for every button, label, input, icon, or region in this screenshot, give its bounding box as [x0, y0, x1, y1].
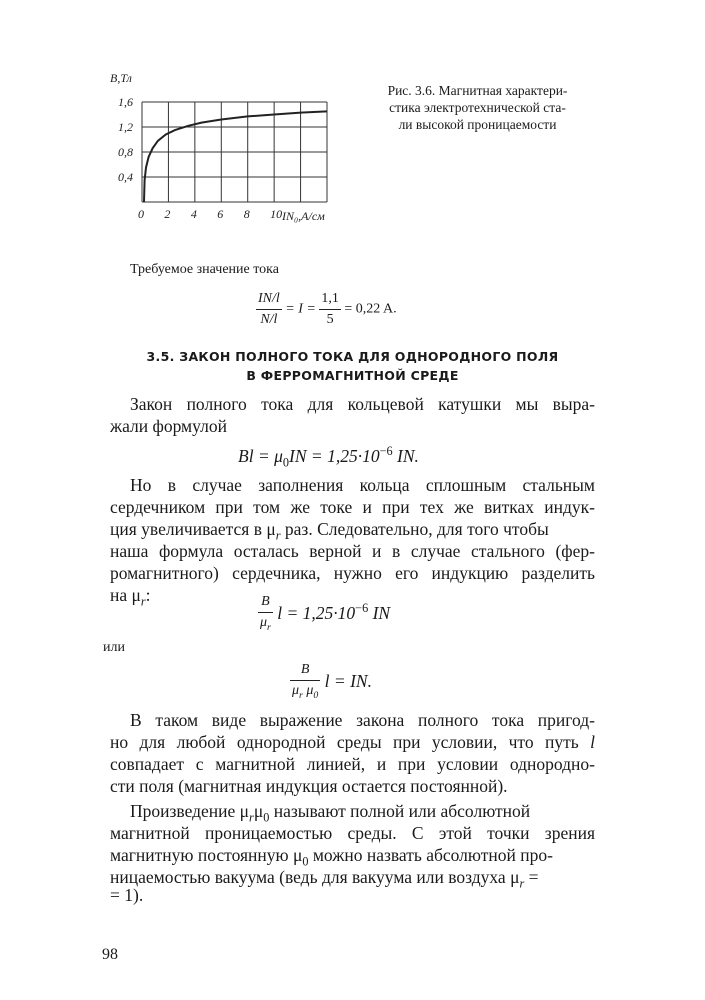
text: можно назвать абсолютной про-: [308, 845, 553, 865]
denominator: [258, 613, 273, 638]
section-heading: 3.5. ЗАКОН ПОЛНОГО ТОКА ДЛЯ ОДНОРОДНОГО ПОЛЯ: [146, 349, 559, 364]
y-axis-label: B,Тл: [110, 71, 132, 85]
text: но для любой однородной среды при условии, что путь: [110, 732, 591, 752]
text: раз. Следовательно, для того чтобы: [280, 519, 549, 539]
denominator: [290, 681, 320, 706]
text-sub: 0: [302, 854, 309, 869]
equals-I: = I =: [285, 301, 316, 317]
formula-full-current: [238, 440, 419, 473]
text-sub: r: [249, 810, 254, 825]
fraction: [256, 289, 282, 330]
x-tick-label: 2: [164, 207, 171, 221]
paragraph-line: [110, 731, 595, 753]
formula-sub: 0: [282, 455, 290, 470]
caption-line: стика электротехнической ста-: [389, 100, 566, 115]
paragraph-line: Но в случае заполнения кольца сплошным стальным: [130, 475, 595, 495]
paragraph-line: жали формулой: [110, 416, 227, 436]
magnetization-curve: [144, 111, 327, 202]
y-tick-label: 0,8: [118, 145, 133, 159]
caption-line: Рис. 3.6. Магнитная характери-: [387, 83, 568, 98]
fraction: [290, 660, 320, 706]
text-sub: 0: [263, 810, 270, 825]
text: магнитную постоянную μ: [110, 845, 303, 865]
formula-sup: −6: [379, 444, 393, 458]
x-tick-label: 8: [243, 207, 250, 221]
x-tick-label: 6: [217, 207, 224, 221]
den-text: μ: [292, 683, 300, 698]
x-tick-label: 4: [190, 207, 197, 221]
formula-part: IN = 1,25·10: [289, 445, 380, 466]
formula-absolute: [290, 660, 372, 706]
paragraph-line: магнитной проницаемостью среды. С этой точки зрения: [110, 823, 595, 843]
denominator: 5: [326, 312, 334, 327]
caption-line: ли высокой проницаемости: [398, 117, 557, 132]
y-tick-label: 1,6: [118, 95, 133, 109]
text: :: [145, 585, 151, 605]
intro-text: Требуемое значение тока: [130, 262, 279, 277]
text-sub: r: [519, 876, 525, 891]
text: =: [524, 867, 539, 887]
page-number: 98: [102, 946, 118, 963]
text: на μ: [110, 585, 141, 605]
x-tick-label: 10: [270, 207, 283, 221]
den-sub: r: [267, 621, 271, 633]
paragraph-line: сти поля (магнитная индукция остается постоянной).: [110, 776, 508, 796]
numerator: 1,1: [319, 289, 341, 310]
x-axis-label: IN₀,A/см: [282, 209, 325, 223]
paragraph-line: = 1).: [110, 885, 144, 905]
paragraph-line: ромагнитного) сердечника, нужно его индукцию разделить: [110, 563, 595, 583]
formula-divided: [258, 592, 390, 638]
numerator: IN/l: [256, 289, 282, 310]
fraction: [258, 592, 273, 638]
paragraph-line: сердечником при том же токе и при тех же витках индук-: [110, 497, 595, 517]
text-sub: r: [275, 528, 281, 543]
fraction: [319, 289, 341, 330]
denominator: N/l: [260, 312, 278, 327]
den-sub: r: [299, 689, 303, 701]
den-sub: 0: [313, 689, 319, 701]
paragraph-line: Закон полного тока для кольцевой катушки мы выра-: [130, 394, 595, 414]
text: ницаемостью вакуума (ведь для вакуума или воздуха μ: [110, 867, 520, 887]
y-tick-label: 1,2: [118, 120, 133, 134]
formula-part: l = IN.: [320, 670, 372, 691]
formula-current: [256, 289, 397, 330]
y-tick-label: 0,4: [118, 170, 133, 184]
paragraph-line: совпадает с магнитной линией, и при условии однородно-: [110, 754, 595, 774]
paragraph-line: В таком виде выражение закона полного тока пригод-: [130, 710, 595, 730]
text: l: [590, 732, 595, 752]
formula-part: Bl = μ: [238, 445, 283, 466]
numerator: B: [290, 660, 320, 681]
text-sub: r: [140, 594, 146, 609]
formula-part: l = 1,25·10: [272, 602, 356, 623]
den-text: μ: [260, 615, 268, 630]
text: называют полной или абсолютной: [269, 801, 531, 821]
den-text: μ: [302, 683, 314, 698]
text: Произведение μ: [130, 801, 250, 821]
formula-part: IN.: [392, 445, 419, 466]
text: ция увеличивается в μ: [110, 519, 276, 539]
section-heading: В ФЕРРОМАГНИТНОЙ СРЕДЕ: [246, 368, 459, 383]
x-tick-label: 0: [138, 207, 144, 221]
word-or: или: [103, 640, 125, 655]
formula-sup: −6: [355, 601, 369, 616]
formula-part: IN: [368, 602, 391, 623]
magnetization-chart: [112, 72, 352, 232]
paragraph-line: наша формула осталась верной и в случае стального (фер-: [110, 541, 595, 561]
result: = 0,22 A.: [344, 301, 397, 317]
numerator: B: [258, 592, 273, 613]
figure-caption: [355, 82, 600, 133]
text: μ: [253, 801, 264, 821]
